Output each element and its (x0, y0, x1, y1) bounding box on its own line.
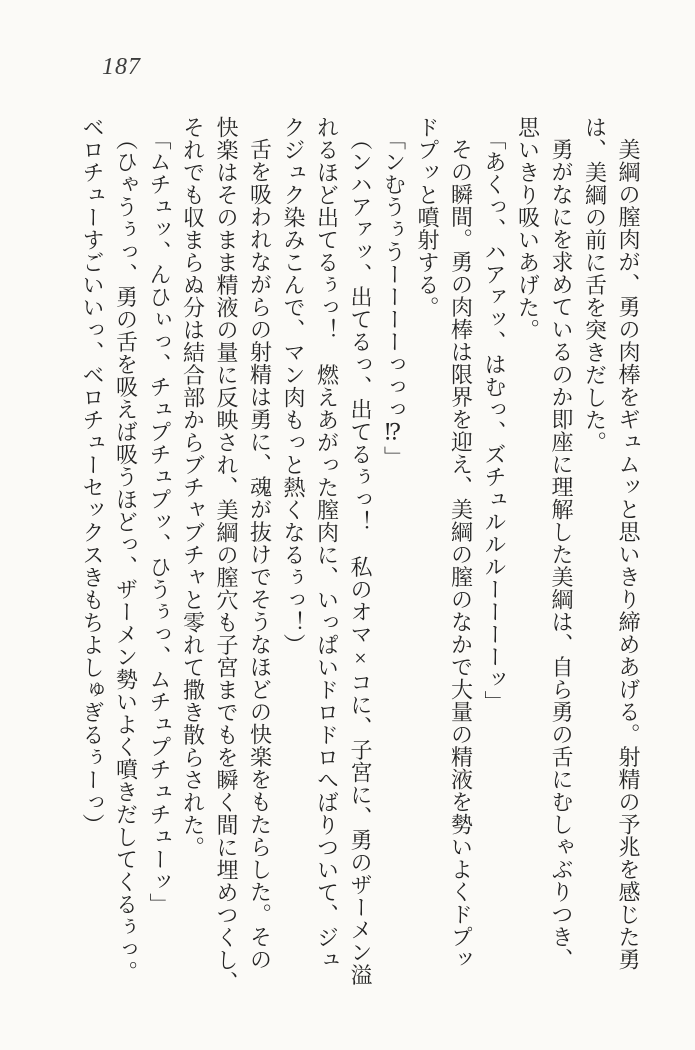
paragraph (478, 116, 512, 1004)
page-number: 187 (102, 54, 141, 80)
text-line: 勇がなにを求めているのか即座に理解した美綱は、自ら勇の舌にむしゃぶりつき、 (549, 138, 574, 971)
text-line: 「ムチュッ、んひぃっ、チュプチュプッ、ひうぅっ、ムチュプチュチューッ」 (147, 128, 172, 916)
text-line: 「ンむうぅうーーーーっっっ⁉」 (381, 128, 407, 469)
paragraph (377, 116, 411, 1004)
text-line: は、美綱の前に舌を突きだした。 (582, 116, 608, 454)
text-line: （ひゃうぅっ、勇の舌を吸えば吸うほどっ、ザーメン勢いよく噴きだしてくるぅっ。 (113, 128, 139, 984)
text-line: 「あくっ、ハアァッ、はむっ、ズチュルルルーーーーッ」 (482, 128, 507, 714)
paragraph (277, 116, 378, 1004)
text-line: その瞬間。勇の肉棒は限界を迎え、美綱の膣のなかで大量の精液を勢いよくドプッ (448, 138, 474, 971)
paragraph (578, 116, 645, 1004)
paragraph (511, 116, 578, 1004)
text-line: 美綱の膣肉が、勇の肉棒をギュムッと思いきり締めあげる。射精の予兆を感じた勇 (616, 138, 641, 971)
paragraph (176, 116, 277, 1004)
text-line: クジュク染みこんで、マン肉もっと熱くなるぅっ！） (281, 116, 306, 656)
text-line: ドプッと噴射する。 (415, 116, 440, 319)
vertical-text-block (73, 116, 645, 1004)
text-line: 思いきり吸いあげた。 (515, 116, 541, 341)
text-line: それでも収まらぬ分は結合部からブチャブチャと零れて撒き散らされた。 (180, 116, 206, 859)
text-line: ベロチューすごいいっ、ベロチューセックスきもちよしゅぎるぅーっ） (80, 116, 105, 836)
text-line: 舌を吸われながらの射精は勇に、魂が抜けでそうなほどの快楽をもたらした。その (247, 138, 273, 971)
paragraph (411, 116, 478, 1004)
text-line: れるほど出てるぅっ！ 燃えあがった膣肉に、いっぱいドロドロへばりついて、ジュ (314, 116, 340, 971)
text-line: 快楽はそのまま精液の量に反映され、美綱の膣穴も子宮までもを瞬く間に埋めつくし、 (214, 116, 239, 994)
text-line: （ンハアァッ、出てるっ、出てるぅっ！ 私のオマ×コに、子宮に、勇のザーメン溢 (348, 128, 373, 987)
paragraph (143, 116, 177, 1004)
paragraph (76, 116, 143, 1004)
